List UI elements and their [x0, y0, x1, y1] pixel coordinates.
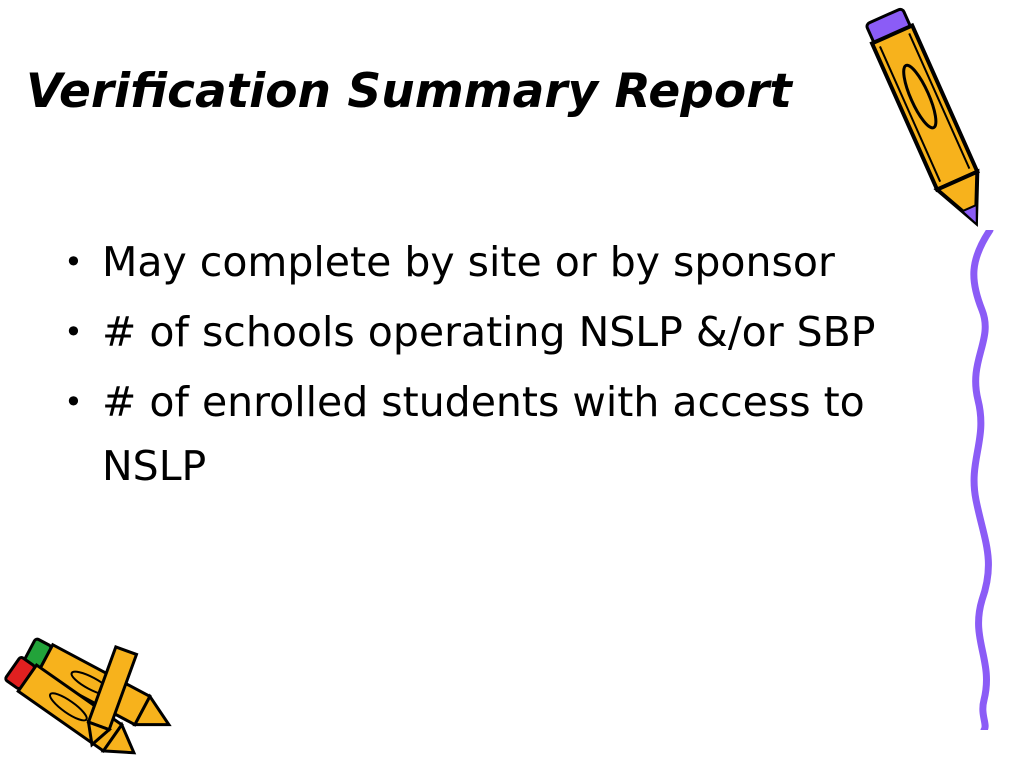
wavy-line-decoration — [960, 230, 1010, 730]
bullet-item — [60, 370, 960, 498]
crossed-pencils-icon — [0, 618, 210, 758]
slide-title: Verification Summary Report — [26, 64, 792, 119]
pencil-icon — [862, 4, 1002, 244]
bullet-text: # of enrolled students with access to NSLP — [102, 378, 865, 490]
bullet-list — [60, 230, 960, 504]
bullet-item — [60, 300, 960, 364]
bullet-dot-icon: • — [64, 313, 83, 351]
bullet-dot-icon: • — [64, 383, 83, 421]
bullet-text: # of schools operating NSLP &/or SBP — [102, 308, 876, 356]
bullet-text: May complete by site or by sponsor — [102, 238, 835, 286]
bullet-dot-icon: • — [64, 243, 83, 281]
bullet-item — [60, 230, 960, 294]
